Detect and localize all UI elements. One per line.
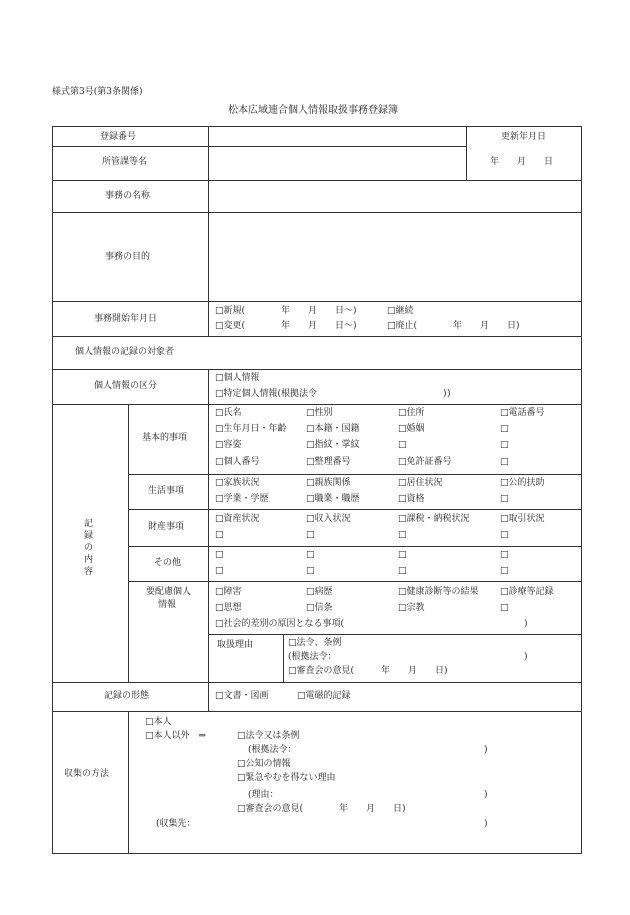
basic-option[interactable]: □氏名: [215, 408, 242, 418]
category-close-paren: ): [447, 389, 451, 399]
start-date-abolish[interactable]: □廃止( 年 月 日): [387, 321, 520, 331]
collection-reason: (理由：: [248, 790, 279, 800]
reason-basis: (根拠法令：: [288, 652, 337, 662]
sensitive-option[interactable]: □思想: [215, 603, 242, 613]
basic-option[interactable]: □整理番号: [306, 457, 351, 467]
sensitive-option[interactable]: □診療等記録: [500, 587, 554, 597]
collection-source: (収集先：: [156, 819, 196, 829]
life-option[interactable]: □公的扶助: [500, 478, 545, 488]
life-option[interactable]: □家族状況: [215, 478, 260, 488]
basic-option[interactable]: □住所: [398, 408, 425, 418]
reason-council[interactable]: □審査会の意見( 年 月 日): [288, 666, 448, 676]
registration-number-label: 登録番号: [100, 132, 137, 142]
basic-option[interactable]: □: [500, 457, 509, 467]
basic-option[interactable]: □婚姻: [398, 424, 425, 434]
other-option[interactable]: □: [500, 566, 509, 576]
other-label: その他: [154, 558, 182, 568]
collection-other[interactable]: □本人以外 ⇒: [145, 731, 207, 741]
basic-option[interactable]: □指紋・掌紋: [306, 440, 360, 450]
sensitive-option[interactable]: □: [500, 603, 509, 613]
life-option[interactable]: □居住状況: [398, 478, 443, 488]
assets-option[interactable]: □: [306, 530, 315, 540]
sensitive-option[interactable]: □健康診断等の結果: [398, 587, 479, 597]
assets-option[interactable]: □: [500, 530, 509, 540]
basic-option[interactable]: □電話番号: [500, 408, 545, 418]
sensitive-label-line1: 要配慮個人: [146, 587, 192, 597]
collection-self[interactable]: □本人: [145, 717, 172, 727]
life-option[interactable]: □: [500, 494, 509, 504]
basic-option[interactable]: □性別: [306, 408, 333, 418]
collection-reason-close: ): [484, 790, 488, 800]
office-purpose-label: 事務の目的: [105, 252, 151, 262]
collection-emergency[interactable]: □緊急やむを得ない理由: [237, 773, 336, 783]
basic-option[interactable]: □容姿: [215, 440, 242, 450]
basic-label: 基本的事項: [142, 433, 188, 443]
sensitive-option[interactable]: □宗教: [398, 603, 425, 613]
reason-close: ): [524, 652, 528, 662]
life-option[interactable]: □職業・職歴: [306, 494, 360, 504]
collection-label: 収集の方法: [64, 769, 110, 779]
sensitive-option[interactable]: □病歴: [306, 587, 333, 597]
other-option[interactable]: □: [500, 550, 509, 560]
collection-public[interactable]: □公知の情報: [237, 759, 291, 769]
life-option[interactable]: □資格: [398, 494, 425, 504]
reason-label: 取扱理由: [217, 640, 254, 650]
basic-option[interactable]: □: [500, 424, 509, 434]
category-option-specific[interactable]: □特定個人情報(根拠法令 ): [215, 389, 447, 399]
assets-option[interactable]: □取引状況: [500, 514, 545, 524]
update-date-label: 更新年月日: [501, 132, 547, 142]
start-date-continue[interactable]: □継続: [387, 306, 414, 316]
sensitive-option[interactable]: □信条: [306, 603, 333, 613]
subject-label: 個人情報の記録の対象者: [75, 347, 175, 357]
record-content-label: 記録の内容: [84, 519, 94, 577]
other-option[interactable]: □: [398, 550, 407, 560]
collection-law[interactable]: □法令又は条例: [237, 731, 300, 741]
reason-law[interactable]: □法令、条例: [288, 638, 342, 648]
basic-option[interactable]: □生年月日・年齢: [215, 424, 287, 434]
assets-option[interactable]: □収入状況: [306, 514, 351, 524]
basic-option[interactable]: □免許証番号: [398, 457, 452, 467]
sensitive-discrimination[interactable]: □社会的差別の原因となる事項(: [215, 619, 345, 629]
assets-option[interactable]: □: [215, 530, 224, 540]
assets-label: 財産事項: [148, 522, 185, 532]
page-title: 松本広域連合個人情報取扱事務登録簿: [228, 105, 398, 116]
basic-option[interactable]: □本籍・国籍: [306, 424, 360, 434]
sensitive-label-line2: 情報: [158, 600, 177, 610]
start-date-label: 事務開始年月日: [94, 314, 158, 324]
sensitive-discrimination-close: ): [524, 619, 528, 629]
collection-source-close: ): [484, 819, 488, 829]
sensitive-option[interactable]: □障害: [215, 587, 242, 597]
collection-law-basis: (根拠法令：: [248, 745, 297, 755]
life-label: 生活事項: [148, 486, 185, 496]
assets-option[interactable]: □課税・納税状況: [398, 514, 470, 524]
record-form-electronic[interactable]: □電磁的記録: [297, 691, 351, 701]
other-option[interactable]: □: [215, 550, 224, 560]
life-option[interactable]: □学業・学歴: [215, 494, 269, 504]
other-option[interactable]: □: [306, 550, 315, 560]
form-number: 様式第3号(第3条関係): [52, 87, 143, 97]
basic-option[interactable]: □個人番号: [215, 457, 260, 467]
start-date-change[interactable]: □変更( 年 月 日〜): [215, 321, 357, 331]
basic-option[interactable]: □: [500, 440, 509, 450]
life-option[interactable]: □親族関係: [306, 478, 351, 488]
other-option[interactable]: □: [398, 566, 407, 576]
collection-council[interactable]: □審査会の意見( 年 月 日): [237, 804, 406, 814]
category-label: 個人情報の区分: [94, 381, 158, 391]
department-label: 所管課等名: [102, 157, 148, 167]
other-option[interactable]: □: [306, 566, 315, 576]
category-option-personal[interactable]: □個人情報: [215, 373, 260, 383]
other-option[interactable]: □: [215, 566, 224, 576]
assets-option[interactable]: □資産状況: [215, 514, 260, 524]
collection-law-close: ): [484, 745, 488, 755]
record-form-label: 記録の形態: [104, 691, 150, 701]
update-date-value: 年 月 日: [490, 157, 554, 167]
office-name-label: 事務の名称: [105, 191, 151, 201]
start-date-new[interactable]: □新規( 年 月 日〜): [215, 306, 357, 316]
assets-option[interactable]: □: [398, 530, 407, 540]
record-form-document[interactable]: □文書・図画: [215, 691, 269, 701]
basic-option[interactable]: □: [398, 440, 407, 450]
